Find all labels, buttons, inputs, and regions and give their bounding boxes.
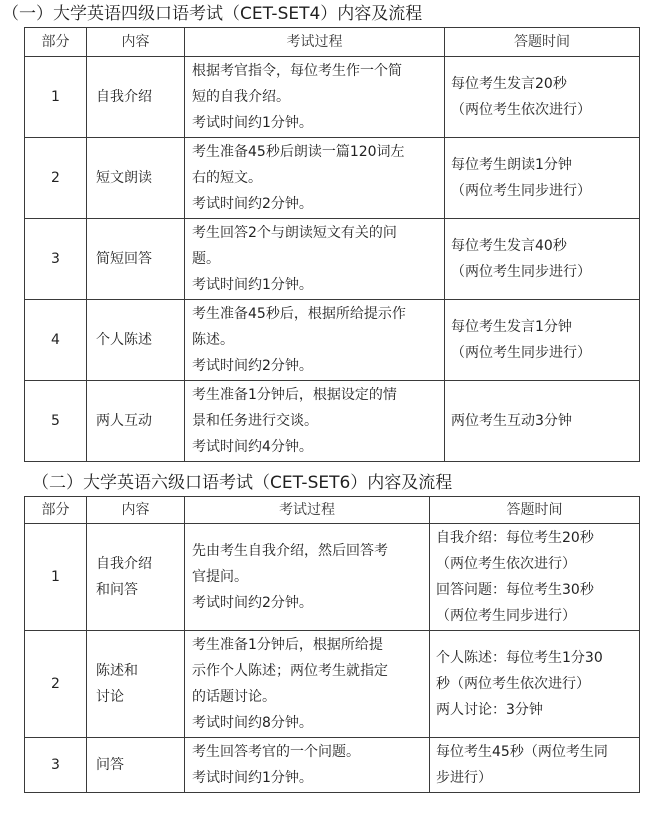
cell-part: 2 xyxy=(25,138,87,219)
cet-set6-table xyxy=(24,496,640,793)
cell-part: 5 xyxy=(25,381,87,462)
cell-line: 问答 xyxy=(96,757,124,773)
cell-line: 先由考生自我介绍，然后回答考 xyxy=(192,543,388,559)
header-part: 部分 xyxy=(25,497,87,524)
cell-time xyxy=(430,631,640,738)
header-content: 内容 xyxy=(87,497,185,524)
cell-line: 示作个人陈述；两位考生就指定 xyxy=(192,663,388,679)
header-part: 部分 xyxy=(25,28,87,57)
cell-line: 两人互动 xyxy=(96,413,152,429)
cell-content xyxy=(87,219,185,300)
cell-part: 1 xyxy=(25,57,87,138)
cell-line: 两位考生互动3分钟 xyxy=(451,413,572,429)
cell-line: 每位考生发言40秒 xyxy=(451,238,567,254)
cell-part: 3 xyxy=(25,219,87,300)
cell-line: 考生回答2个与朗读短文有关的问 xyxy=(192,225,397,241)
cell-line: 步进行） xyxy=(436,770,492,786)
cell-content xyxy=(87,300,185,381)
cell-line: （两位考生依次进行） xyxy=(451,102,591,118)
cell-content xyxy=(87,738,185,793)
cell-process xyxy=(185,57,445,138)
cell-process xyxy=(185,300,445,381)
cell-line: 的话题讨论。 xyxy=(192,689,276,705)
cell-process xyxy=(185,524,430,631)
header-time: 答题时间 xyxy=(445,28,640,57)
cell-line: 个人陈述：每位考生1分30 xyxy=(436,650,603,666)
cell-process xyxy=(185,138,445,219)
cell-line: （两位考生同步进行） xyxy=(436,608,576,624)
cell-time xyxy=(445,57,640,138)
cell-line: 陈述和 xyxy=(96,663,138,679)
table-row xyxy=(25,300,640,381)
cell-line: 考生准备1分钟后，根据所给提 xyxy=(192,637,383,653)
cell-line: 讨论 xyxy=(96,689,124,705)
cell-line: 考试时间约1分钟。 xyxy=(192,115,313,131)
cell-time xyxy=(430,738,640,793)
header-time: 答题时间 xyxy=(430,497,640,524)
cell-line: 秒（两位考生依次进行） xyxy=(436,676,590,692)
cell-line: 景和任务进行交谈。 xyxy=(192,413,318,429)
table-row xyxy=(25,381,640,462)
header-content: 内容 xyxy=(87,28,185,57)
cell-line: （两位考生依次进行） xyxy=(436,556,576,572)
cell-time xyxy=(445,381,640,462)
header-row xyxy=(25,497,640,524)
cell-line: 题。 xyxy=(192,251,220,267)
cell-line: 每位考生发言20秒 xyxy=(451,76,567,92)
cell-process xyxy=(185,381,445,462)
table-row xyxy=(25,57,640,138)
cell-line: 考生回答考官的一个问题。 xyxy=(192,744,360,760)
cell-part: 4 xyxy=(25,300,87,381)
cell-line: 短文朗读 xyxy=(96,170,152,186)
section1-title: （一）大学英语四级口语考试（CET-SET4）内容及流程 xyxy=(2,4,423,24)
cell-line: 每位考生发言1分钟 xyxy=(451,319,572,335)
cell-part: 1 xyxy=(25,524,87,631)
cell-line: 自我介绍 xyxy=(96,556,152,572)
cell-line: 每位考生朗读1分钟 xyxy=(451,157,572,173)
header-process: 考试过程 xyxy=(185,497,430,524)
cell-line: 自我介绍 xyxy=(96,89,152,105)
cell-line: 考生准备45秒后，根据所给提示作 xyxy=(192,306,406,322)
cell-line: 个人陈述 xyxy=(96,332,152,348)
cell-content xyxy=(87,631,185,738)
cell-line: 每位考生45秒（两位考生同 xyxy=(436,744,608,760)
cell-line: 考试时间约2分钟。 xyxy=(192,595,313,611)
cell-time xyxy=(430,524,640,631)
table-row xyxy=(25,738,640,793)
cell-line: 考试时间约2分钟。 xyxy=(192,196,313,212)
cell-content xyxy=(87,57,185,138)
cell-line: 回答问题：每位考生30秒 xyxy=(436,582,594,598)
cell-part: 3 xyxy=(25,738,87,793)
cell-line: 根据考官指令，每位考生作一个简 xyxy=(192,63,402,79)
cell-line: 考试时间约2分钟。 xyxy=(192,358,313,374)
cell-part: 2 xyxy=(25,631,87,738)
cell-line: 自我介绍：每位考生20秒 xyxy=(436,530,594,546)
cell-line: 考试时间约8分钟。 xyxy=(192,715,313,731)
table-row xyxy=(25,138,640,219)
cell-line: 考生准备45秒后朗读一篇120词左 xyxy=(192,144,405,160)
table-row xyxy=(25,631,640,738)
cell-line: 右的短文。 xyxy=(192,170,262,186)
table-row xyxy=(25,524,640,631)
cell-line: 考试时间约1分钟。 xyxy=(192,770,313,786)
cell-line: 陈述。 xyxy=(192,332,234,348)
cell-time xyxy=(445,138,640,219)
cell-content xyxy=(87,381,185,462)
cell-time xyxy=(445,219,640,300)
cell-line: 两人讨论：3分钟 xyxy=(436,702,543,718)
cell-line: 考试时间约4分钟。 xyxy=(192,439,313,455)
cell-line: 和问答 xyxy=(96,582,138,598)
cell-process xyxy=(185,738,430,793)
header-row xyxy=(25,28,640,57)
cet-set4-table xyxy=(24,27,640,462)
cell-time xyxy=(445,300,640,381)
cell-line: （两位考生同步进行） xyxy=(451,183,591,199)
cell-line: 考生准备1分钟后，根据设定的情 xyxy=(192,387,397,403)
cell-process xyxy=(185,631,430,738)
cell-line: 官提问。 xyxy=(192,569,248,585)
cell-content xyxy=(87,138,185,219)
cell-content xyxy=(87,524,185,631)
cell-line: （两位考生同步进行） xyxy=(451,345,591,361)
cell-line: （两位考生同步进行） xyxy=(451,264,591,280)
cell-process xyxy=(185,219,445,300)
cell-line: 考试时间约1分钟。 xyxy=(192,277,313,293)
section2-title: （二）大学英语六级口语考试（CET-SET6）内容及流程 xyxy=(32,473,453,493)
cell-line: 短的自我介绍。 xyxy=(192,89,290,105)
table-row xyxy=(25,219,640,300)
header-process: 考试过程 xyxy=(185,28,445,57)
cell-line: 简短回答 xyxy=(96,251,152,267)
